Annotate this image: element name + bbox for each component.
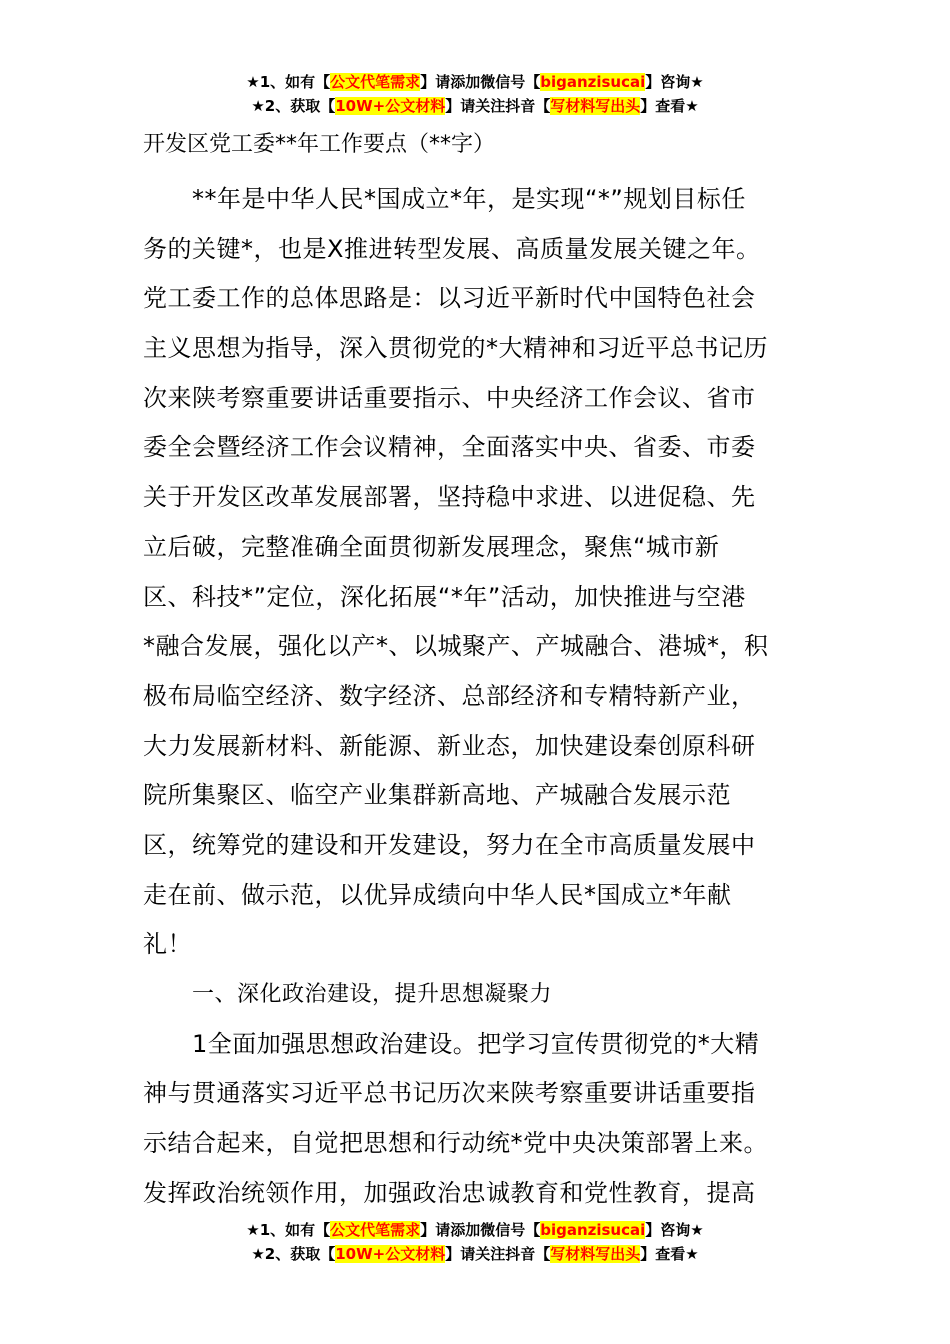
- banner-text: 】请添加微信号【: [420, 1221, 541, 1239]
- body-line: 发挥政治统领作用，加强政治忠诚教育和党性教育，提高: [143, 1178, 756, 1207]
- banner-highlight: biganzisucai: [540, 73, 646, 91]
- banner-text: 】请关注抖音【: [445, 1245, 551, 1263]
- banner-text: ★1、如有【: [246, 1221, 331, 1239]
- banner-text: 】请关注抖音【: [445, 97, 551, 115]
- footer-banner: [0, 1218, 950, 1266]
- banner-highlight: 10W+公文材料: [335, 1245, 446, 1263]
- banner-line-1: [0, 70, 950, 94]
- banner-text: 】咨询★: [645, 1221, 704, 1239]
- banner-text: 】查看★: [640, 97, 699, 115]
- body-line: 示结合起来，自觉把思想和行动统*党中央决策部署上来。: [143, 1129, 768, 1158]
- body-line: 区，统筹党的建设和开发建设，努力在全市高质量发展中: [143, 830, 756, 859]
- body-line: 神与贯通落实习近平总书记历次来陕考察重要讲话重要指: [143, 1079, 756, 1108]
- body-line: 区、科技*”定位，深化拓展“*年”活动，加快推进与空港: [143, 582, 746, 611]
- banner-highlight: 写材料写出头: [550, 1245, 641, 1263]
- section-heading: 一、深化政治建设，提升思想凝聚力: [192, 982, 553, 1007]
- banner-text: ★1、如有【: [246, 73, 331, 91]
- banner-text: 】咨询★: [645, 73, 704, 91]
- banner-line-1: [0, 1218, 950, 1242]
- body-line: 院所集聚区、临空产业集群新高地、产城融合发展示范: [143, 781, 731, 810]
- body-line: 极布局临空经济、数字经济、总部经济和专精特新产业，: [143, 681, 756, 710]
- banner-highlight: biganzisucai: [540, 1221, 646, 1239]
- body-line: 主义思想为指导，深入贯彻党的*大精神和习近平总书记历: [143, 334, 768, 363]
- body-line: 委全会暨经济工作会议精神，全面落实中央、省委、市委: [143, 433, 756, 462]
- body-line: 次来陕考察重要讲话重要指示、中央经济工作会议、省市: [143, 383, 756, 412]
- banner-highlight: 写材料写出头: [550, 97, 641, 115]
- body-line: 1全面加强思想政治建设。把学习宣传贯彻党的*大精: [192, 1029, 760, 1058]
- document-body: [143, 175, 811, 1218]
- banner-text: ★2、获取【: [251, 97, 336, 115]
- banner-highlight: 公文代笔需求: [330, 1221, 421, 1239]
- body-line: 礼！: [143, 930, 192, 959]
- body-line: *融合发展，强化以产*、以城聚产、产城融合、港城*，积: [143, 632, 769, 661]
- banner-text: 】请添加微信号【: [420, 73, 541, 91]
- body-line: 立后破，完整准确全面贯彻新发展理念，聚焦“城市新: [143, 532, 720, 561]
- banner-text: ★2、获取【: [251, 1245, 336, 1263]
- document-title: 开发区党工委**年工作要点（**字）: [143, 132, 496, 157]
- body-line: 务的关键*，也是X推进转型发展、高质量发展关键之年。: [143, 234, 761, 263]
- body-line: 走在前、做示范，以优异成绩向中华人民*国成立*年献: [143, 880, 732, 909]
- banner-text: 】查看★: [640, 1245, 699, 1263]
- banner-highlight: 公文代笔需求: [330, 73, 421, 91]
- body-line: 大力发展新材料、新能源、新业态，加快建设秦创原科研: [143, 731, 756, 760]
- banner-line-2: [0, 1242, 950, 1266]
- body-line: **年是中华人民*国成立*年，是实现“*”规划目标任: [192, 185, 746, 213]
- banner-highlight: 10W+公文材料: [335, 97, 446, 115]
- header-banner: [0, 70, 950, 118]
- body-line: 党工委工作的总体思路是：以习近平新时代中国特色社会: [143, 284, 756, 313]
- banner-line-2: [0, 94, 950, 118]
- body-line: 关于开发区改革发展部署，坚持稳中求进、以进促稳、先: [143, 483, 756, 512]
